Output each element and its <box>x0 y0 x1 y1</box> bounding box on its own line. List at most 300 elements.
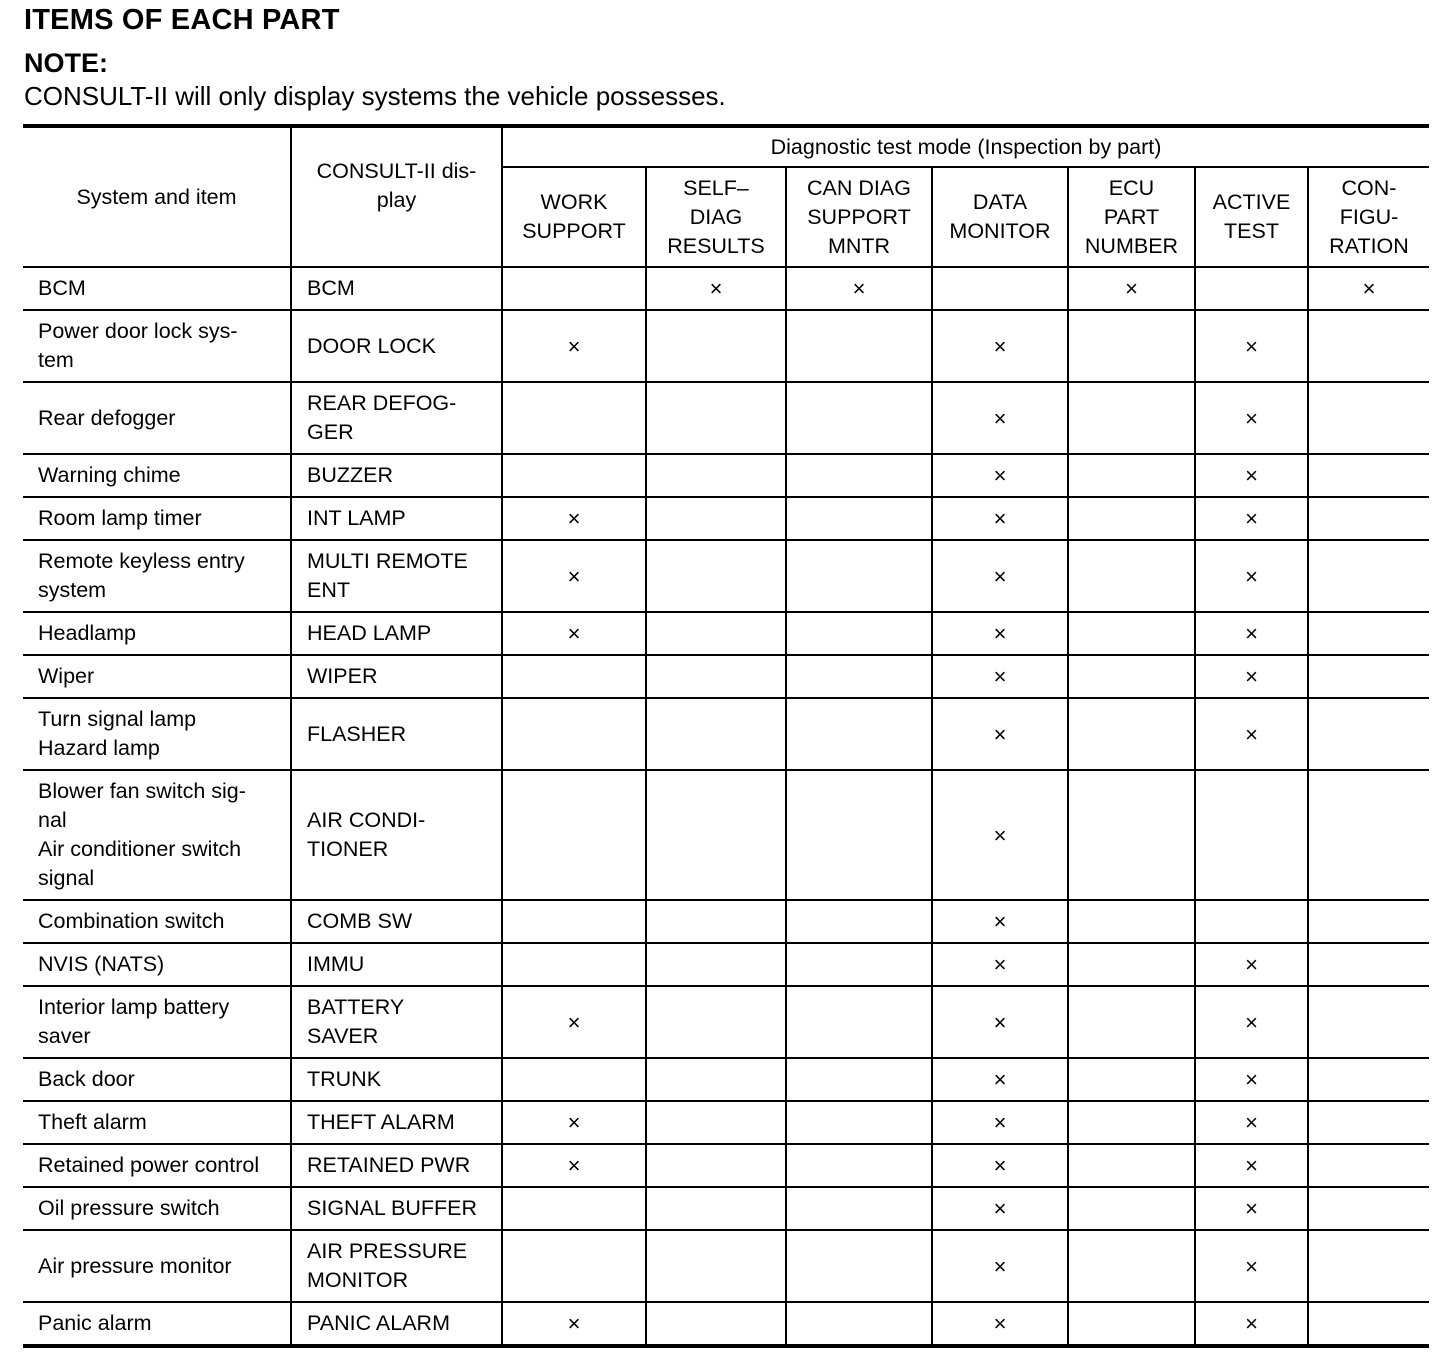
mode-mark-cell <box>1068 612 1195 655</box>
mode-mark: × <box>567 333 581 359</box>
mode-mark-cell <box>1068 382 1195 454</box>
header-mode <box>646 167 786 267</box>
mode-mark-cell <box>786 1230 932 1302</box>
consult-display-cell <box>291 454 502 497</box>
mode-mark-cell <box>786 267 932 310</box>
system-item-cell <box>23 497 291 540</box>
mode-mark-cell <box>786 698 932 770</box>
mode-mark-cell <box>1308 1144 1429 1187</box>
table-row <box>23 1302 1429 1346</box>
mode-mark-cell <box>786 770 932 900</box>
mode-mark: × <box>852 276 866 301</box>
consult-display-cell <box>291 900 502 943</box>
mode-mark-cell <box>1068 454 1195 497</box>
table-row <box>23 540 1429 612</box>
mode-mark-cell <box>1068 1101 1195 1144</box>
consult-display-cell-line: DOOR LOCK <box>307 333 437 358</box>
system-item-cell <box>23 1101 291 1144</box>
consult-display-cell-line: BUZZER <box>307 463 393 487</box>
mode-mark-cell <box>646 900 786 943</box>
table-row <box>23 1144 1429 1187</box>
header-mode-line: RATION <box>1329 233 1409 258</box>
mode-mark-cell <box>1308 1101 1429 1144</box>
table-row <box>23 382 1429 454</box>
table-row <box>23 454 1429 497</box>
header-mode-line: NUMBER <box>1084 233 1179 258</box>
system-item-cell-line: Wiper <box>38 664 95 688</box>
mode-mark-cell <box>786 1187 932 1230</box>
consult-display-cell-line: IMMU <box>307 952 365 976</box>
header-mode-line: CON- <box>1341 175 1397 200</box>
mode-mark-cell <box>1068 1230 1195 1302</box>
mode-mark-cell <box>1195 943 1308 986</box>
consult-display-cell <box>291 698 502 770</box>
consult-display-cell-line: MULTI REMOTE <box>307 549 468 573</box>
mode-mark-cell <box>1195 497 1308 540</box>
system-item-cell-line: Theft alarm <box>38 1110 147 1134</box>
mode-mark: × <box>1245 506 1258 531</box>
system-item-cell-line: Back door <box>38 1067 135 1091</box>
mode-mark: × <box>1245 1009 1258 1035</box>
table-row <box>23 1187 1429 1230</box>
system-item-cell-line: BCM <box>38 276 86 300</box>
mode-mark-cell <box>1195 1187 1308 1230</box>
mode-mark-cell <box>786 900 932 943</box>
mode-mark-cell <box>1068 986 1195 1058</box>
consult-display-cell <box>291 267 502 310</box>
system-item-cell <box>23 770 291 900</box>
consult-display-cell-line: TRUNK <box>307 1067 382 1091</box>
mode-mark-cell <box>646 1230 786 1302</box>
mode-mark: × <box>567 563 581 589</box>
mode-mark-cell <box>1308 1187 1429 1230</box>
mode-mark-cell <box>786 986 932 1058</box>
header-mode-line: TEST <box>1224 219 1279 243</box>
mode-mark-cell <box>1195 1101 1308 1144</box>
mode-mark-cell <box>932 267 1068 310</box>
table-row <box>23 986 1429 1058</box>
header-mode <box>786 167 932 267</box>
mode-mark: × <box>1362 276 1376 301</box>
mode-mark-cell <box>1068 1058 1195 1101</box>
mode-mark-cell <box>932 943 1068 986</box>
mode-mark: × <box>993 721 1007 747</box>
system-item-cell-line: Remote keyless entry <box>38 549 245 573</box>
mode-mark-cell <box>932 382 1068 454</box>
header-mode-line: FIGU- <box>1339 204 1399 229</box>
consult-display-cell-line: BATTERY <box>307 995 405 1019</box>
mode-mark-cell <box>1195 986 1308 1058</box>
mode-mark: × <box>993 506 1007 531</box>
system-item-cell <box>23 1230 291 1302</box>
mode-mark-cell <box>932 1101 1068 1144</box>
mode-mark-cell <box>932 1058 1068 1101</box>
mode-mark-cell <box>1308 986 1429 1058</box>
header-system-and-item <box>23 126 291 267</box>
mode-mark-cell <box>646 497 786 540</box>
mode-mark-cell <box>932 454 1068 497</box>
mode-mark-cell <box>502 1144 646 1187</box>
mode-mark-cell <box>1308 1230 1429 1302</box>
header-display-line1: CONSULT-II dis- <box>316 159 477 183</box>
mode-mark-cell <box>1195 698 1308 770</box>
table-row <box>23 770 1429 900</box>
consult-display-cell-line: HEAD LAMP <box>307 621 432 645</box>
consult-display-cell-line: AIR PRESSURE <box>307 1239 468 1263</box>
system-item-cell-line: Panic alarm <box>38 1311 152 1335</box>
mode-mark-cell <box>646 770 786 900</box>
mode-mark-cell <box>1308 698 1429 770</box>
system-item-cell <box>23 943 291 986</box>
mode-mark: × <box>993 333 1007 359</box>
mode-mark-cell <box>786 382 932 454</box>
note-text: CONSULT-II will only display systems the vehicle possesses. <box>24 81 726 111</box>
mode-mark: × <box>1245 952 1258 977</box>
mode-mark-cell <box>1068 1144 1195 1187</box>
header-mode-line: DIAG <box>689 204 743 229</box>
mode-mark-cell <box>646 655 786 698</box>
table-row <box>23 1058 1429 1101</box>
consult-display-cell <box>291 1187 502 1230</box>
mode-mark: × <box>1245 333 1258 359</box>
consult-display-cell-line: FLASHER <box>307 721 407 746</box>
consult-display-cell-line: TIONER <box>307 837 389 861</box>
mode-mark: × <box>993 909 1007 934</box>
mode-mark: × <box>1245 664 1258 689</box>
header-mode <box>1195 167 1308 267</box>
system-item-cell-line: Power door lock sys- <box>38 319 238 343</box>
mode-mark-cell <box>1308 943 1429 986</box>
system-item-cell <box>23 310 291 382</box>
mode-mark-cell <box>502 986 646 1058</box>
table-row <box>23 497 1429 540</box>
system-item-cell <box>23 612 291 655</box>
mode-mark-cell <box>1308 770 1429 900</box>
mode-mark-cell <box>1308 454 1429 497</box>
mode-mark-cell <box>1195 770 1308 900</box>
mode-mark-cell <box>932 698 1068 770</box>
mode-mark-cell <box>1068 698 1195 770</box>
mode-mark-cell <box>932 612 1068 655</box>
mode-mark: × <box>1245 405 1258 431</box>
mode-mark-cell <box>502 612 646 655</box>
mode-mark-cell <box>932 540 1068 612</box>
mode-mark-cell <box>502 1187 646 1230</box>
mode-mark-cell <box>1195 612 1308 655</box>
mode-mark: × <box>567 1311 581 1336</box>
mode-mark: × <box>993 1253 1007 1279</box>
mode-mark-cell <box>502 1302 646 1346</box>
system-item-cell-line: Air conditioner switch <box>38 837 242 861</box>
mode-mark-cell <box>932 1302 1068 1346</box>
system-item-cell-line: Turn signal lamp <box>38 707 197 731</box>
consult-display-cell-line: SAVER <box>307 1024 379 1048</box>
mode-mark-cell <box>502 770 646 900</box>
system-item-cell-line: NVIS (NATS) <box>38 952 165 976</box>
mode-mark-cell <box>502 540 646 612</box>
mode-mark-cell <box>646 1058 786 1101</box>
mode-mark-cell <box>932 1187 1068 1230</box>
header-mode-line: CAN DIAG <box>807 175 911 200</box>
consult-display-cell-line: RETAINED PWR <box>307 1153 471 1177</box>
mode-mark-cell <box>1068 267 1195 310</box>
mode-mark-cell <box>502 454 646 497</box>
table-row <box>23 655 1429 698</box>
system-item-cell <box>23 267 291 310</box>
mode-mark-cell <box>1068 655 1195 698</box>
mode-mark-cell <box>1068 310 1195 382</box>
header-mode <box>932 167 1068 267</box>
header-mode-line: MONITOR <box>949 219 1051 243</box>
mode-mark-cell <box>1068 943 1195 986</box>
mode-mark-cell <box>502 900 646 943</box>
mode-mark-cell <box>502 1230 646 1302</box>
mode-mark-cell <box>1308 382 1429 454</box>
mode-mark-cell <box>1195 900 1308 943</box>
system-item-cell-line: Air pressure monitor <box>38 1253 232 1278</box>
mode-mark-cell <box>1308 612 1429 655</box>
system-item-cell-line: Warning chime <box>38 463 181 487</box>
consult-display-cell <box>291 612 502 655</box>
table-row <box>23 900 1429 943</box>
mode-mark-cell <box>502 382 646 454</box>
mode-mark-cell <box>646 1144 786 1187</box>
header-consult-display <box>291 126 502 267</box>
mode-mark: × <box>993 1110 1007 1135</box>
consult-display-cell-line: BCM <box>307 276 355 300</box>
mode-mark-cell <box>646 267 786 310</box>
mode-mark: × <box>993 621 1007 646</box>
mode-mark: × <box>709 276 723 301</box>
consult-display-cell <box>291 382 502 454</box>
mode-mark-cell <box>932 770 1068 900</box>
mode-mark-cell <box>1195 267 1308 310</box>
system-item-cell-line: Headlamp <box>38 621 136 645</box>
header-diagnostic-test-mode <box>502 126 1429 167</box>
system-item-cell-line: Interior lamp battery <box>38 995 230 1019</box>
mode-mark-cell <box>1308 900 1429 943</box>
system-item-cell <box>23 382 291 454</box>
mode-mark-cell <box>1308 655 1429 698</box>
mode-mark: × <box>1245 721 1258 747</box>
header-mode-line: SUPPORT <box>522 219 626 243</box>
mode-mark: × <box>1245 1196 1258 1221</box>
mode-mark-cell <box>1068 900 1195 943</box>
mode-mark-cell <box>646 540 786 612</box>
mode-mark-cell <box>786 1144 932 1187</box>
consult-display-cell <box>291 1058 502 1101</box>
mode-mark-cell <box>1195 310 1308 382</box>
mode-mark-cell <box>932 497 1068 540</box>
mode-mark-cell <box>786 655 932 698</box>
consult-display-cell-line: SIGNAL BUFFER <box>307 1196 478 1220</box>
table-row <box>23 1101 1429 1144</box>
mode-mark-cell <box>646 382 786 454</box>
mode-mark: × <box>1125 276 1138 301</box>
mode-mark-cell <box>646 454 786 497</box>
header-mode <box>1068 167 1195 267</box>
mode-mark-cell <box>502 497 646 540</box>
mode-mark: × <box>567 1110 581 1135</box>
system-item-cell-line: Blower fan switch sig- <box>38 779 246 803</box>
consult-display-cell <box>291 310 502 382</box>
consult-display-cell-line: GER <box>307 420 354 444</box>
mode-mark: × <box>993 664 1007 689</box>
mode-mark: × <box>567 1009 581 1035</box>
mode-mark-cell <box>646 1187 786 1230</box>
header-mode <box>1308 167 1429 267</box>
system-item-cell <box>23 1302 291 1346</box>
table-row <box>23 612 1429 655</box>
mode-mark-cell <box>932 655 1068 698</box>
consult-display-cell <box>291 497 502 540</box>
mode-mark-cell <box>646 1101 786 1144</box>
consult-display-cell-line: WIPER <box>307 664 378 688</box>
mode-mark-cell <box>786 1058 932 1101</box>
mode-mark-cell <box>1195 454 1308 497</box>
mode-mark: × <box>993 1311 1007 1336</box>
table-row <box>23 267 1429 310</box>
system-item-cell <box>23 1144 291 1187</box>
system-item-cell-line: signal <box>38 866 95 890</box>
items-table <box>23 124 1429 1348</box>
consult-display-cell-line: THEFT ALARM <box>307 1110 455 1134</box>
header-group-label: Diagnostic test mode (Inspection by part) <box>770 134 1162 159</box>
mode-mark-cell <box>1308 497 1429 540</box>
mode-mark: × <box>1245 621 1258 646</box>
mode-mark: × <box>993 1196 1007 1221</box>
mode-mark-cell <box>1068 1302 1195 1346</box>
mode-mark-cell <box>1068 497 1195 540</box>
mode-mark-cell <box>502 698 646 770</box>
header-mode <box>502 167 646 267</box>
mode-mark-cell <box>786 612 932 655</box>
mode-mark-cell <box>646 698 786 770</box>
consult-display-cell <box>291 1302 502 1346</box>
mode-mark-cell <box>1308 1058 1429 1101</box>
mode-mark: × <box>993 405 1007 431</box>
mode-mark-cell <box>786 454 932 497</box>
mode-mark-cell <box>646 943 786 986</box>
mode-mark-cell <box>1068 770 1195 900</box>
consult-display-cell-line: AIR CONDI- <box>307 808 426 832</box>
consult-display-cell <box>291 1230 502 1302</box>
mode-mark-cell <box>1195 1144 1308 1187</box>
consult-display-cell <box>291 943 502 986</box>
page-title: ITEMS OF EACH PART <box>24 4 340 36</box>
system-item-cell-line: Hazard lamp <box>38 736 160 760</box>
header-mode-line: ACTIVE <box>1212 190 1291 214</box>
mode-mark-cell <box>1068 540 1195 612</box>
header-mode-line: SELF– <box>683 175 749 200</box>
mode-mark-cell <box>1195 1230 1308 1302</box>
mode-mark-cell <box>932 1144 1068 1187</box>
mode-mark: × <box>1245 1153 1258 1178</box>
mode-mark-cell <box>786 540 932 612</box>
consult-display-cell-line: COMB SW <box>307 909 413 933</box>
mode-mark: × <box>1245 1067 1258 1092</box>
system-item-cell-line: tem <box>38 348 74 372</box>
mode-mark-cell <box>502 943 646 986</box>
mode-mark: × <box>1245 463 1258 488</box>
header-display-line2: play <box>376 188 417 212</box>
mode-mark-cell <box>786 943 932 986</box>
consult-display-cell <box>291 655 502 698</box>
mode-mark-cell <box>932 310 1068 382</box>
header-mode-line: MNTR <box>827 233 891 258</box>
mode-mark: × <box>1245 1110 1258 1135</box>
consult-display-cell <box>291 540 502 612</box>
mode-mark-cell <box>646 1302 786 1346</box>
table-row <box>23 310 1429 382</box>
mode-mark: × <box>567 621 581 646</box>
header-mode-line: WORK <box>540 190 608 214</box>
system-item-cell-line: Oil pressure switch <box>38 1196 220 1220</box>
header-mode-line: RESULTS <box>667 233 765 258</box>
mode-mark-cell <box>1308 540 1429 612</box>
consult-display-cell <box>291 770 502 900</box>
header-mode-line: DATA <box>972 190 1028 214</box>
mode-mark-cell <box>502 1101 646 1144</box>
table-body <box>23 267 1429 1346</box>
mode-mark-cell <box>646 986 786 1058</box>
mode-mark: × <box>993 563 1007 589</box>
system-item-cell <box>23 1058 291 1101</box>
system-item-cell <box>23 454 291 497</box>
mode-mark-cell <box>502 655 646 698</box>
system-item-cell-line: nal <box>38 808 67 832</box>
consult-display-cell-line: ENT <box>307 578 350 602</box>
system-item-cell <box>23 698 291 770</box>
table-row <box>23 943 1429 986</box>
mode-mark-cell <box>646 612 786 655</box>
system-item-cell-line: Room lamp timer <box>38 506 202 530</box>
consult-display-cell <box>291 1101 502 1144</box>
system-item-cell <box>23 540 291 612</box>
system-item-cell-line: Combination switch <box>38 909 225 933</box>
consult-display-cell <box>291 1144 502 1187</box>
mode-mark: × <box>1245 1311 1258 1336</box>
consult-display-cell-line: PANIC ALARM <box>307 1311 450 1335</box>
mode-mark-cell <box>1308 267 1429 310</box>
header-mode-line: SUPPORT <box>807 204 911 229</box>
system-item-cell-line: Rear defogger <box>38 405 176 430</box>
mode-mark-cell <box>646 310 786 382</box>
mode-mark-cell <box>932 986 1068 1058</box>
mode-mark-cell <box>932 1230 1068 1302</box>
consult-display-cell-line: INT LAMP <box>307 506 406 530</box>
consult-display-cell-line: REAR DEFOG- <box>307 391 457 415</box>
table-row <box>23 698 1429 770</box>
mode-mark: × <box>567 1153 581 1178</box>
mode-mark-cell <box>502 1058 646 1101</box>
header-system-label: System and item <box>76 184 237 209</box>
header-mode-line: ECU <box>1108 175 1155 200</box>
mode-mark-cell <box>786 1302 932 1346</box>
consult-display-cell-line: MONITOR <box>307 1268 409 1292</box>
system-item-cell-line: Retained power control <box>38 1153 260 1177</box>
mode-mark-cell <box>1308 1302 1429 1346</box>
mode-mark: × <box>993 1153 1007 1178</box>
mode-mark-cell <box>1195 1058 1308 1101</box>
table-row <box>23 1230 1429 1302</box>
mode-mark: × <box>993 463 1007 488</box>
mode-mark: × <box>993 1009 1007 1035</box>
mode-mark-cell <box>502 310 646 382</box>
system-item-cell <box>23 1187 291 1230</box>
system-item-cell <box>23 655 291 698</box>
mode-mark-cell <box>1195 540 1308 612</box>
